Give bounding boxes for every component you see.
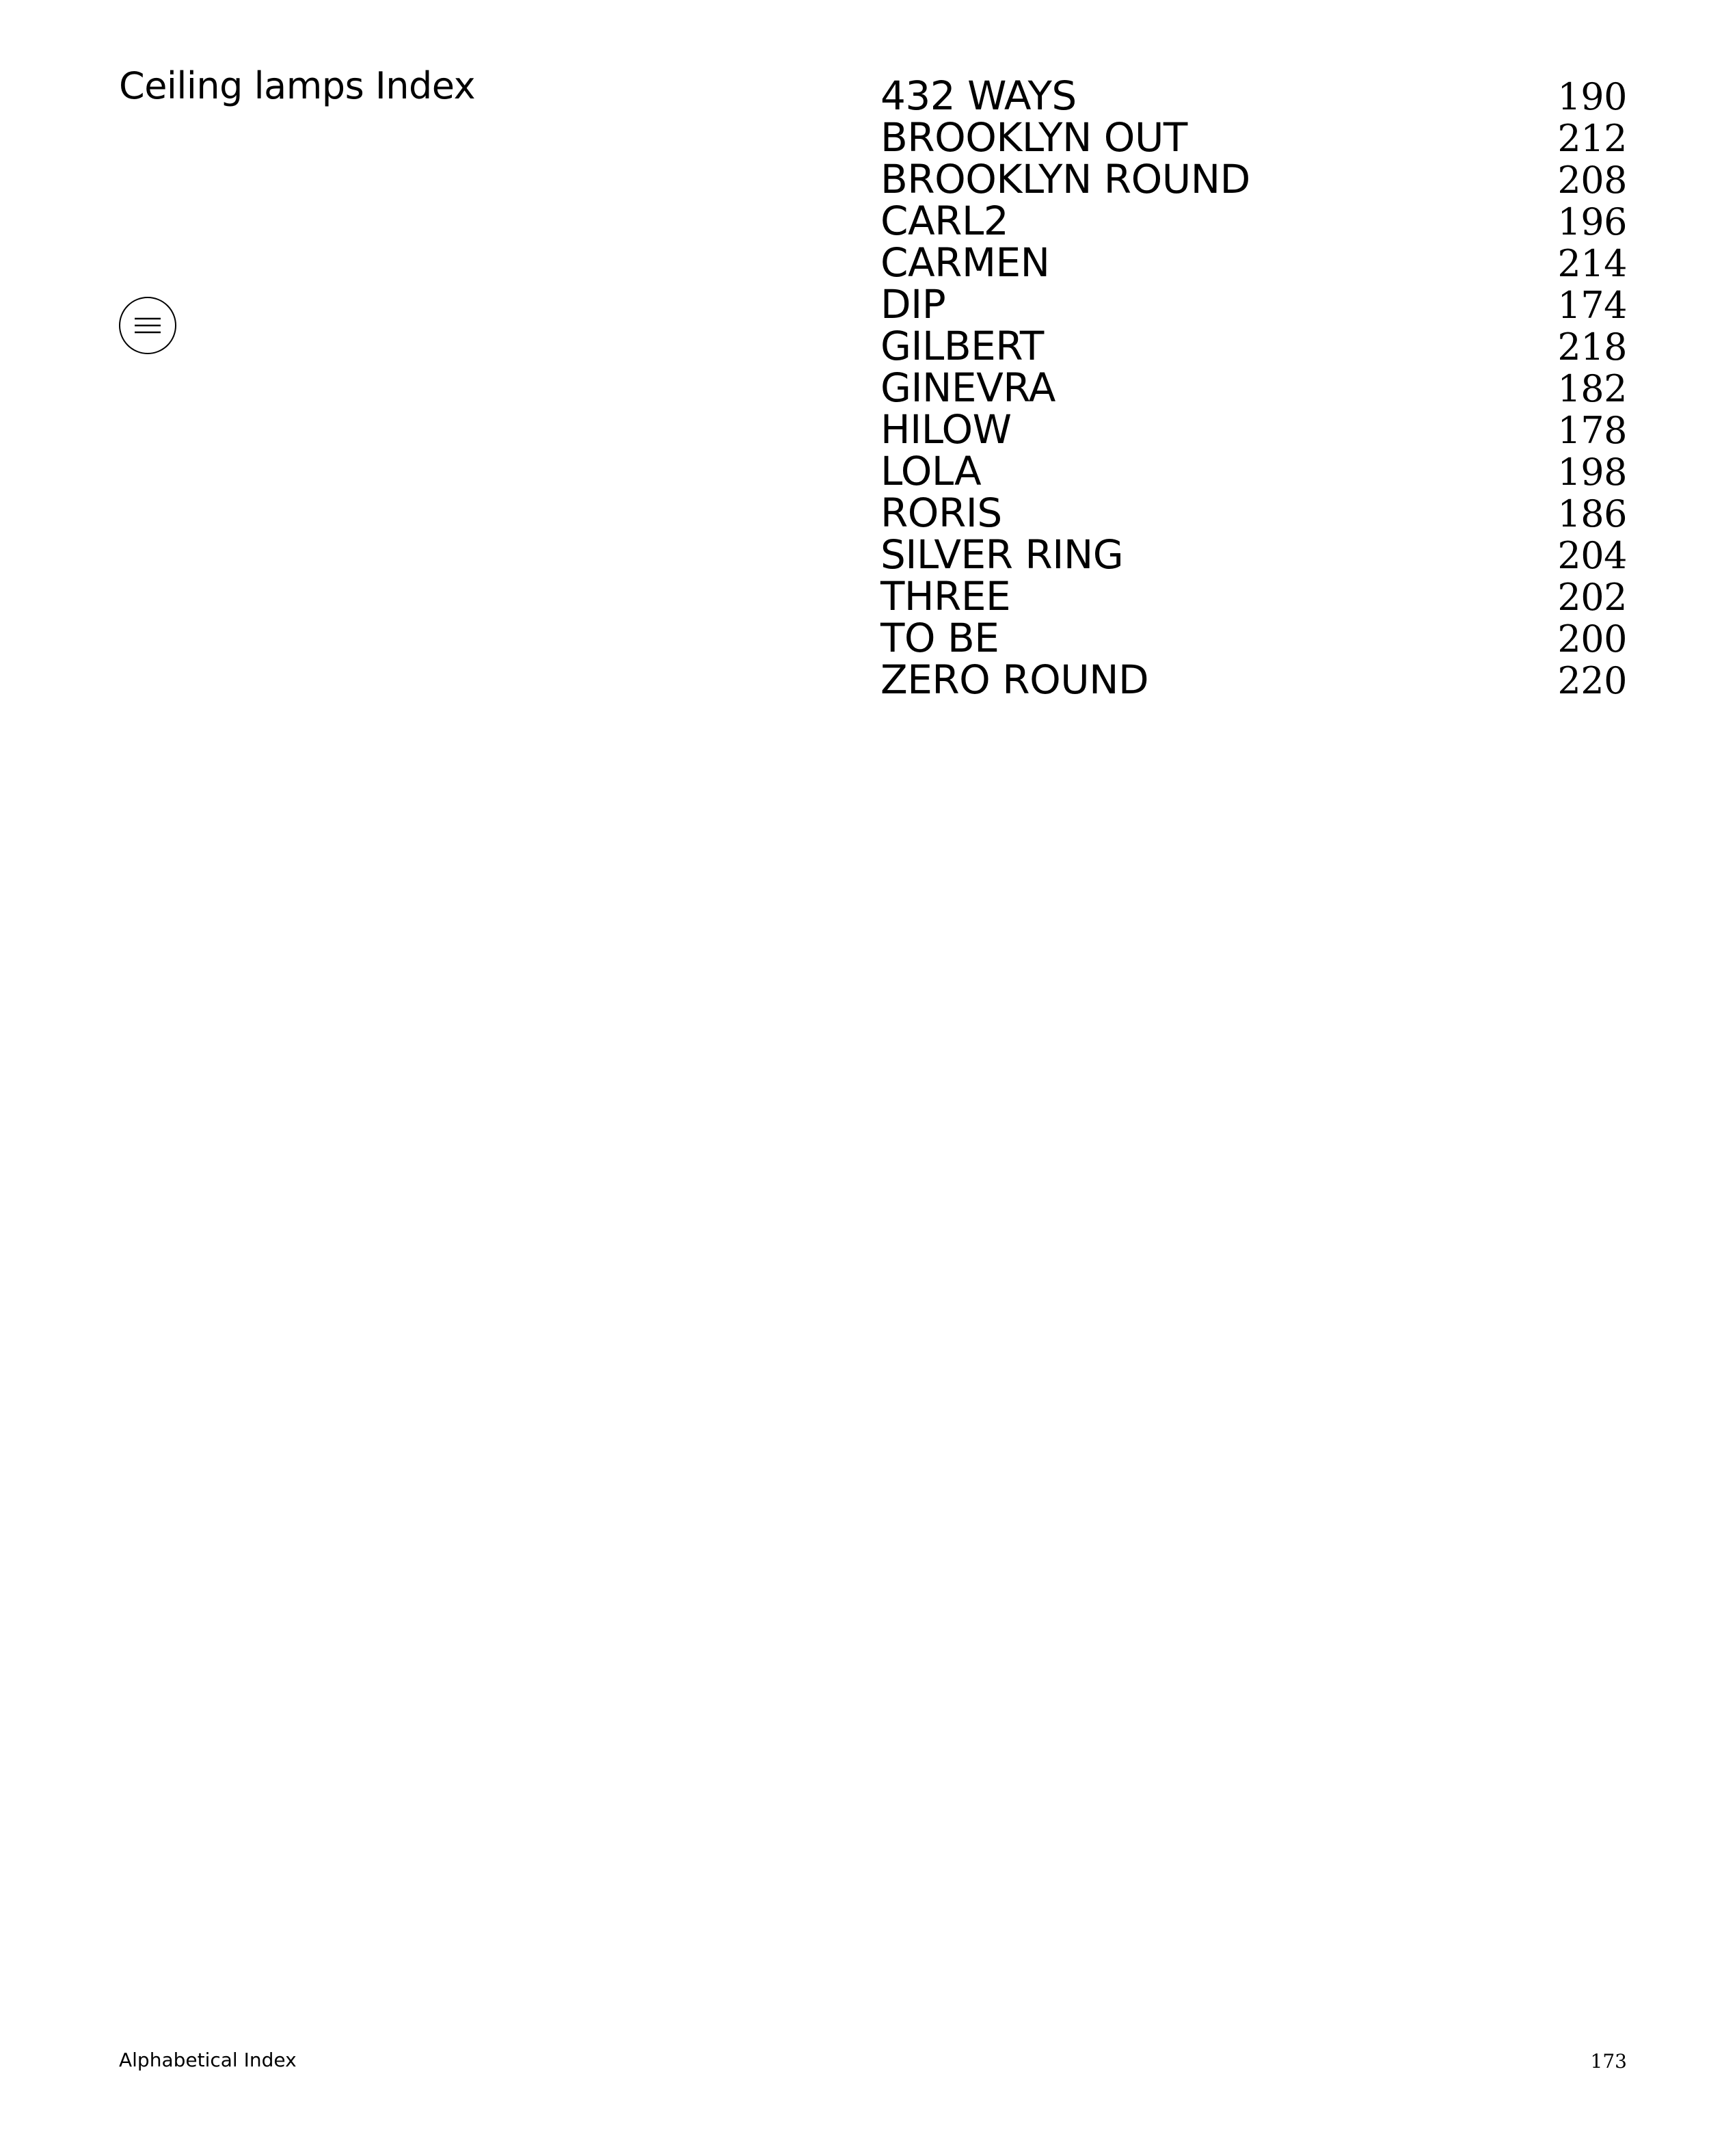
index-entry-page: 182 — [1557, 367, 1627, 410]
index-entry[interactable] — [880, 364, 1627, 411]
index-entry[interactable] — [880, 406, 1627, 453]
index-entry-name: BROOKLYN ROUND — [880, 156, 1250, 202]
index-list — [880, 72, 1627, 703]
index-entry-page: 174 — [1557, 284, 1627, 327]
index-entry-name: CARL2 — [880, 198, 1009, 244]
index-entry-page: 190 — [1557, 75, 1627, 118]
index-entry[interactable] — [880, 492, 1627, 534]
index-entry-name: LOLA — [880, 448, 982, 494]
index-entry-page: 212 — [1557, 117, 1627, 160]
index-entry-page: 204 — [1557, 534, 1627, 577]
index-entry-name: THREE — [880, 573, 1011, 620]
index-entry-page: 196 — [1557, 200, 1627, 243]
index-entry-page: 208 — [1557, 159, 1627, 202]
index-entry-name: GINEVRA — [880, 364, 1055, 411]
index-entry-name: 432 WAYS — [880, 72, 1077, 119]
index-entry[interactable] — [880, 156, 1627, 202]
index-entry-page: 218 — [1557, 325, 1627, 369]
index-entry-name: DIP — [880, 281, 946, 328]
index-entry[interactable] — [880, 531, 1627, 578]
page-title: Ceiling lamps Index — [119, 64, 476, 107]
index-entry-name: SILVER RING — [880, 531, 1124, 578]
index-entry-page: 214 — [1557, 242, 1627, 285]
menu-button[interactable] — [119, 297, 176, 354]
hamburger-menu-icon — [135, 317, 161, 334]
index-entry[interactable] — [880, 448, 1627, 494]
index-entry-name: GILBERT — [880, 323, 1044, 369]
index-entry[interactable] — [880, 239, 1627, 286]
index-entry[interactable] — [880, 573, 1627, 620]
index-entry-name: ZERO ROUND — [880, 656, 1149, 703]
index-entry[interactable] — [880, 281, 1627, 328]
index-entry-name: TO BE — [880, 615, 999, 661]
index-entry[interactable] — [880, 200, 1627, 242]
index-entry[interactable] — [880, 617, 1627, 659]
index-entry-page: 202 — [1557, 576, 1627, 619]
index-entry-name: HILOW — [880, 406, 1012, 453]
index-entry-name: CARMEN — [880, 239, 1050, 286]
index-entry-page: 186 — [1557, 492, 1627, 535]
index-entry-name: BROOKLYN OUT — [880, 114, 1187, 161]
index-entry-name: RORIS — [880, 490, 1002, 536]
index-entry-page: 200 — [1557, 617, 1627, 661]
index-entry[interactable] — [880, 114, 1627, 161]
index-entry-page: 198 — [1557, 451, 1627, 494]
index-entry[interactable] — [880, 72, 1627, 119]
footer-section-label: Alphabetical Index — [119, 2049, 297, 2071]
footer-page-number: 173 — [1590, 2050, 1627, 2073]
index-entry[interactable] — [880, 656, 1627, 703]
index-entry-page: 220 — [1557, 659, 1627, 702]
index-entry[interactable] — [880, 325, 1627, 367]
index-entry-page: 178 — [1557, 409, 1627, 452]
